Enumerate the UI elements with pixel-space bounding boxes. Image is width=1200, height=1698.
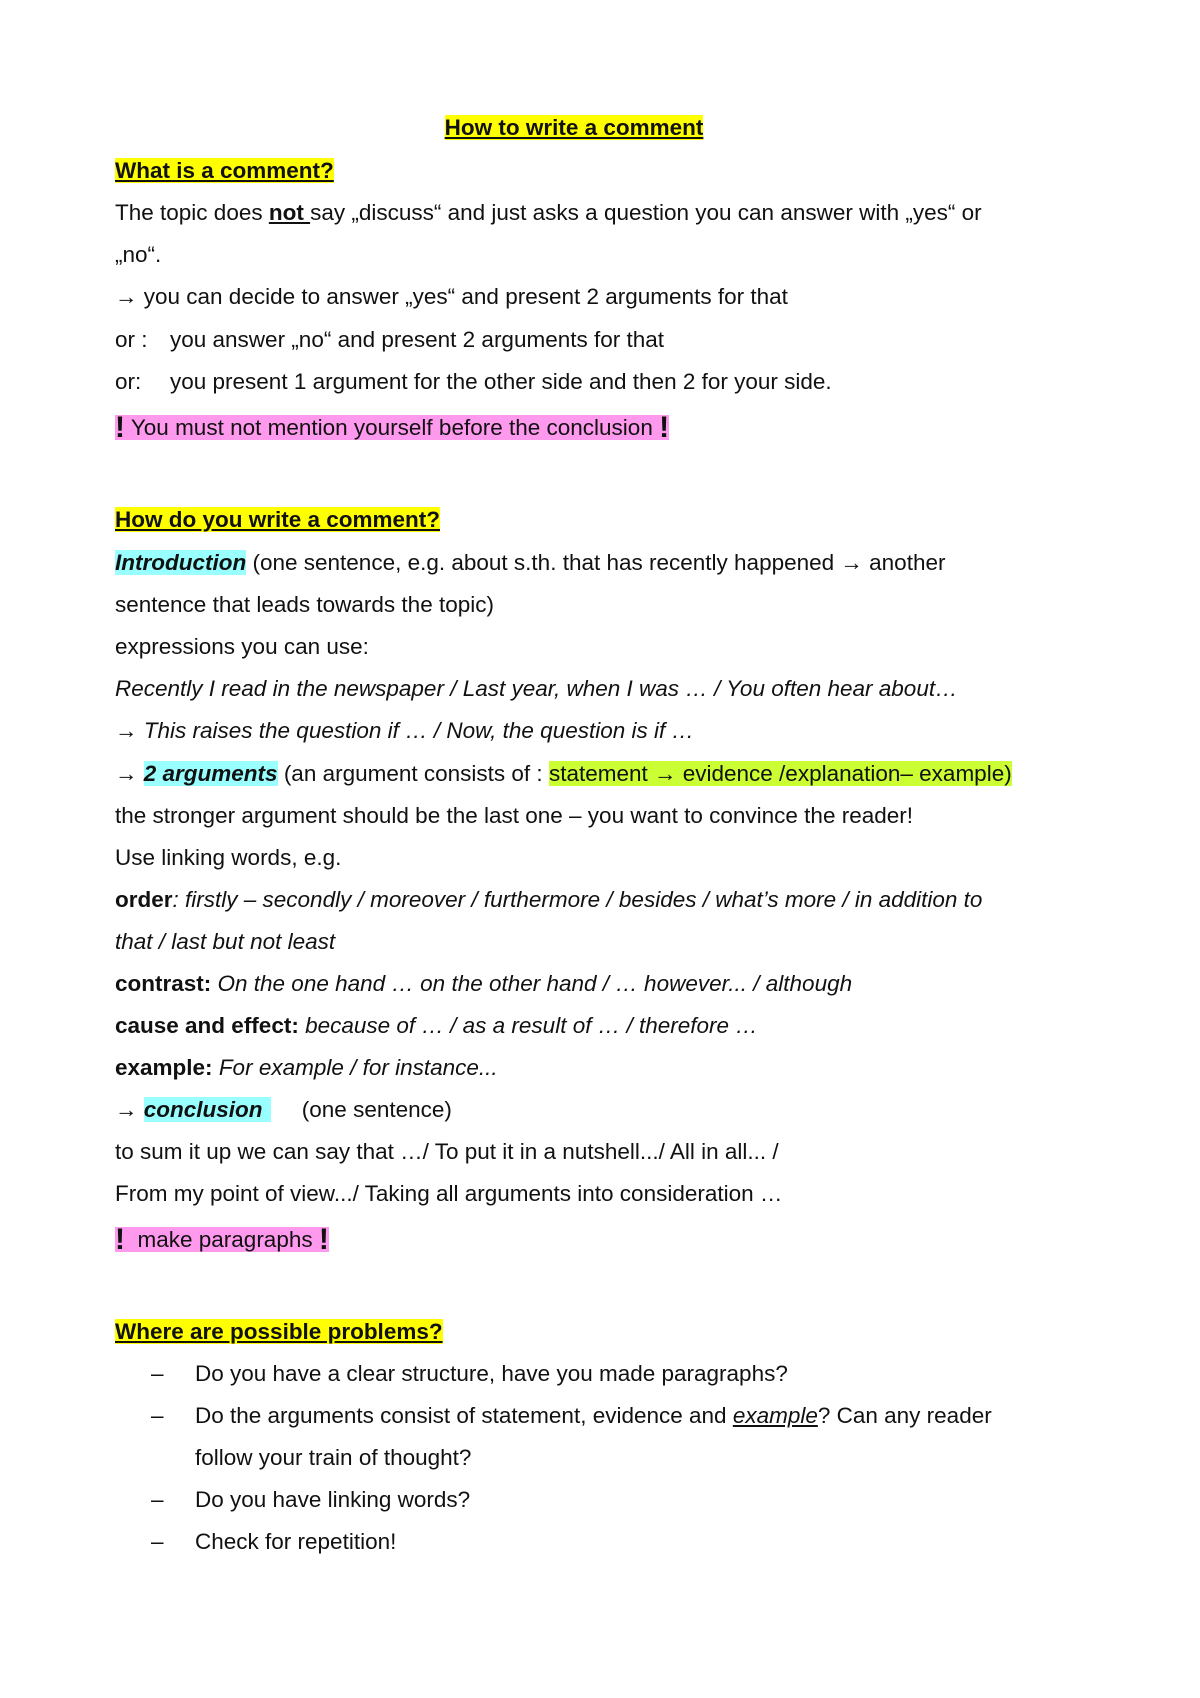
paragraphs-highlight	[115, 1223, 329, 1256]
label-example: example:	[115, 1055, 213, 1080]
text-argument-consists: (an argument consists of :	[277, 761, 549, 786]
expressions-label	[115, 632, 369, 662]
list-item	[115, 1527, 396, 1557]
text-order-cont: that / last but not least	[115, 929, 336, 954]
cause-line	[115, 1011, 758, 1041]
paragraph-topic-cont	[115, 240, 161, 270]
page-title: How to write a comment	[444, 115, 704, 140]
label-contrast: contrast:	[115, 971, 212, 996]
text-item-linking: Do you have linking words?	[195, 1487, 471, 1512]
text-linking-words: Use linking words, e.g.	[115, 845, 342, 870]
example-line	[115, 1053, 498, 1083]
linking-line	[115, 843, 341, 873]
warning-line	[115, 413, 669, 443]
contrast-line	[115, 969, 852, 999]
bullet-dash: –	[151, 1403, 164, 1428]
warning-highlight	[115, 411, 670, 444]
label-order: order	[115, 887, 173, 912]
or-label: or :	[115, 327, 148, 352]
exclamation-icon: !	[318, 1223, 329, 1256]
conclusion-line	[115, 1095, 452, 1125]
text-expressions: expressions you can use:	[115, 634, 369, 659]
text-item-structure: Do you have a clear structure, have you made paragraphs?	[195, 1361, 788, 1386]
text-one-sentence: (one sentence)	[270, 1097, 452, 1122]
text-introduction: (one sentence, e.g. about s.th. that has recently happened → another	[246, 550, 946, 575]
text-order: : firstly – secondly / moreover / furthermore / besides / what’s more / in addition to	[172, 887, 983, 912]
text-item-repetition: Check for repetition!	[195, 1529, 397, 1554]
arrow-line	[115, 282, 788, 312]
text-introduction-cont: sentence that leads towards the topic)	[115, 592, 494, 617]
section-heading-what	[115, 156, 334, 186]
list-item	[115, 1359, 788, 1389]
text-cause-effect: because of … / as a result of … / therefore …	[298, 1013, 758, 1038]
text-example-underlined: example	[732, 1403, 818, 1428]
text-sum-up: to sum it up we can say that …/ To put it in a nutshell.../ All in all... /	[115, 1139, 779, 1164]
expressions-line-2	[115, 716, 694, 746]
section-heading-problems	[115, 1317, 443, 1347]
sum-line-2	[115, 1179, 782, 1209]
text-expressions-2: → This raises the question if … / Now, the question is if …	[115, 718, 695, 743]
exclamation-icon: !	[115, 1223, 125, 1256]
stronger-line	[115, 801, 913, 831]
text-not: not	[268, 200, 311, 225]
text-train-of-thought: follow your train of thought?	[195, 1445, 472, 1470]
heading-how-do-you-write: How do you write a comment?	[115, 507, 441, 532]
exclamation-icon: !	[659, 411, 670, 444]
text-item-arguments: Do the arguments consist of statement, evidence and	[195, 1403, 733, 1428]
bullet-dash: –	[151, 1487, 164, 1512]
warning-text: You must not mention yourself before the conclusion	[125, 415, 660, 440]
label-cause-effect: cause and effect:	[115, 1013, 299, 1038]
paragraph-topic	[115, 198, 982, 228]
intro-line	[115, 548, 945, 578]
page-title-line	[0, 113, 1148, 143]
list-item-cont	[195, 1443, 471, 1473]
bullet-dash: –	[151, 1361, 164, 1386]
order-line	[115, 885, 982, 915]
arguments-line	[115, 759, 1012, 789]
heading-what-is-a-comment: What is a comment?	[115, 158, 334, 183]
text-point-of-view: From my point of view.../ Taking all arguments into consideration …	[115, 1181, 783, 1206]
text-item-arguments-rest: ? Can any reader	[817, 1403, 992, 1428]
text-make-paragraphs: make paragraphs	[125, 1227, 319, 1252]
or-line-1	[115, 325, 664, 355]
text-no: „no“.	[115, 242, 162, 267]
or-line-2	[115, 367, 832, 397]
text-example: For example / for instance...	[212, 1055, 498, 1080]
text-statement-evidence: statement → evidence /explanation– example)	[548, 761, 1012, 786]
bullet-dash: –	[151, 1529, 164, 1554]
exclamation-icon: !	[115, 411, 125, 444]
text-stronger-argument: the stronger argument should be the last one – you want to convince the reader!	[115, 803, 914, 828]
text-present-one: you present 1 argument for the other side and then 2 for your side.	[170, 369, 832, 394]
list-item	[115, 1401, 992, 1431]
sum-line-1	[115, 1137, 779, 1167]
text-expressions-1: Recently I read in the newspaper / Last year, when I was … / You often hear about…	[115, 676, 958, 701]
text-topic-start: The topic does	[115, 200, 269, 225]
order-line-2	[115, 927, 335, 957]
label-introduction: Introduction	[115, 550, 247, 575]
or-label: or:	[115, 369, 142, 394]
arrow-glyph: →	[115, 1097, 144, 1122]
label-conclusion: conclusion	[143, 1097, 263, 1122]
heading-possible-problems: Where are possible problems?	[115, 1319, 443, 1344]
text-contrast: On the one hand … on the other hand / … however... / although	[211, 971, 853, 996]
section-heading-how	[115, 505, 440, 535]
text-topic-rest: say „discuss“ and just asks a question you can answer with „yes“ or	[310, 200, 982, 225]
expressions-line-1	[115, 674, 958, 704]
arrow-glyph: →	[115, 761, 144, 786]
intro-line-2	[115, 590, 494, 620]
text-answer-no: you answer „no“ and present 2 arguments for that	[170, 327, 665, 352]
text-decide-yes: → you can decide to answer „yes“ and present 2 arguments for that	[115, 284, 788, 309]
list-item	[115, 1485, 470, 1515]
label-2-arguments: 2 arguments	[143, 761, 278, 786]
paragraphs-warning-line	[115, 1225, 329, 1255]
